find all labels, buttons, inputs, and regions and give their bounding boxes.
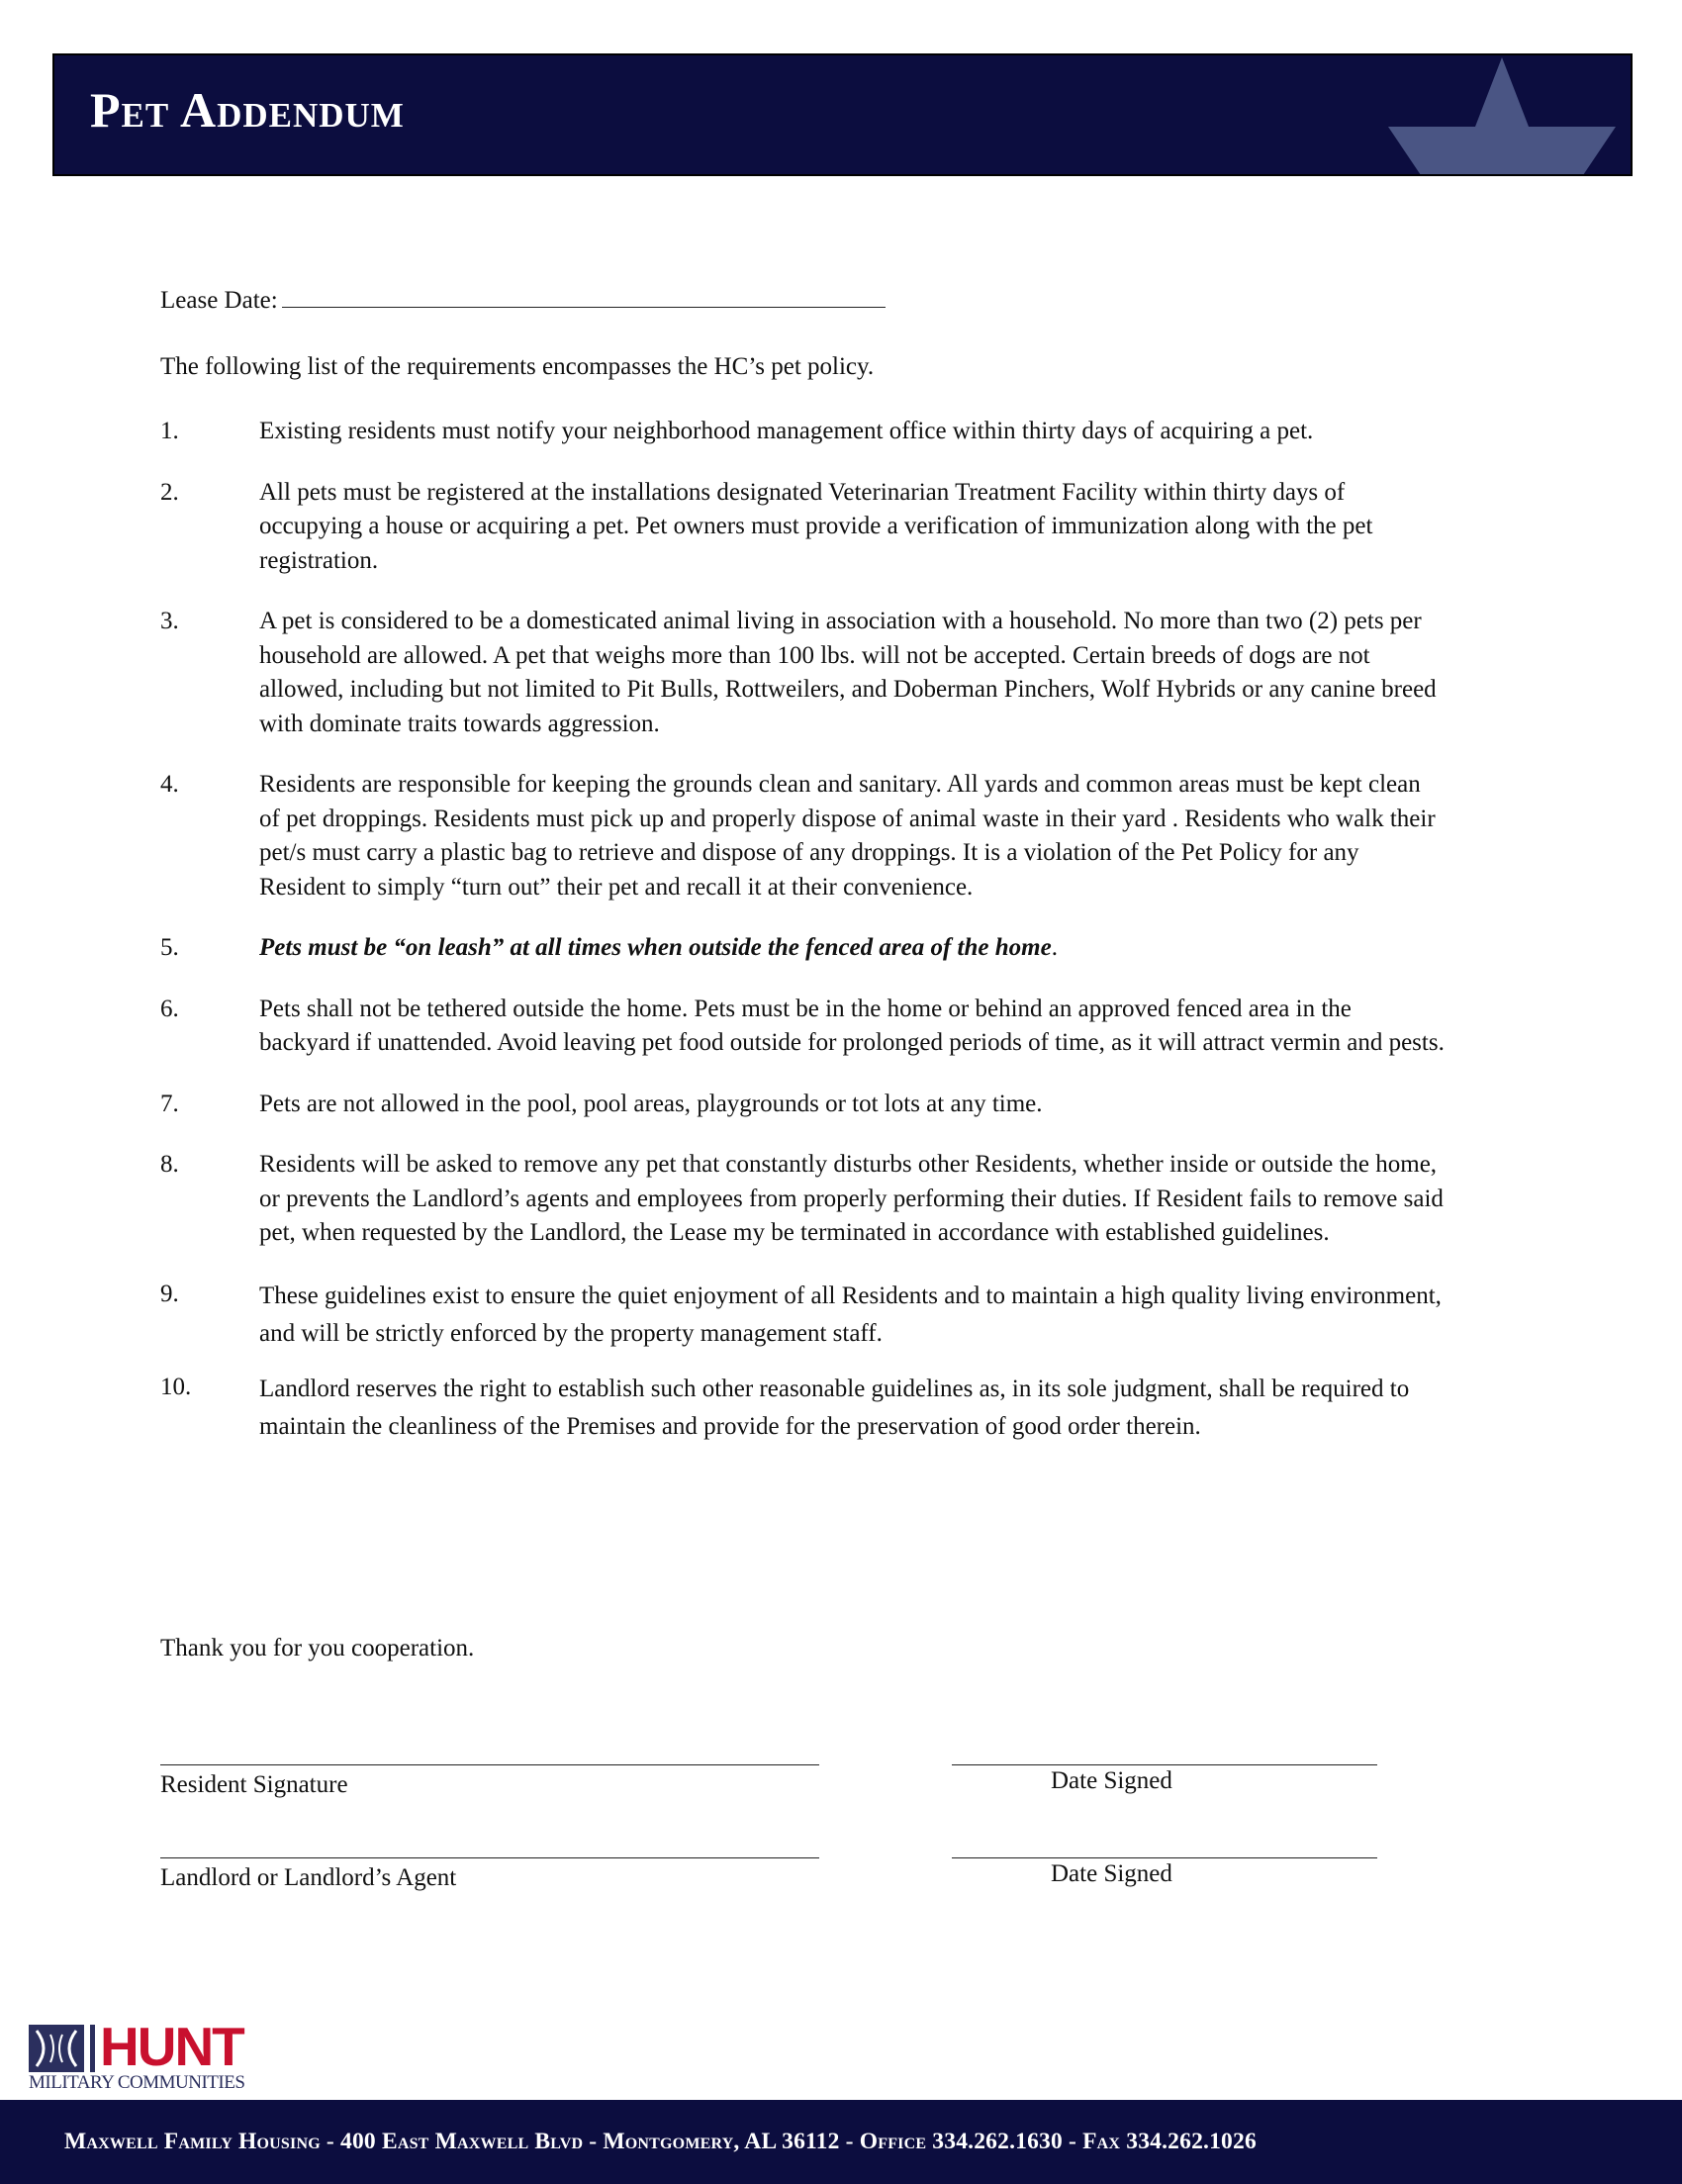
item-text: Residents will be asked to remove any pet that constantly disturbs other Residents, whether inside or outside the home, or prevents the Landlord’s agents and employees from properly performing their duties. If Resident fails to remove said pet, when requested by the Landlord, the Lease my be terminated in accordance with established guidelines. [259, 1151, 1444, 1246]
header-banner [52, 53, 1633, 176]
intro-paragraph: The following list of the requirements encompasses the HC’s pet policy. [160, 352, 875, 380]
footer-bar [0, 2100, 1682, 2184]
lease-date-row [160, 283, 1447, 319]
footer-address: Maxwell Family Housing - 400 East Maxwell Blvd - Montgomery, AL 36112 - Office 334.262.1630 - Fax 334.262.1026 [64, 2129, 1257, 2154]
item-number: 4. [160, 771, 179, 798]
date-signed-label-2: Date Signed [1051, 1860, 1172, 1887]
item-text: Residents are responsible for keeping the grounds clean and sanitary. All yards and common areas must be kept clean of pet droppings. Residents must pick up and properly dispose of animal waste in their yard . Residents who walk their pet/s must carry a plastic bag to retrieve and dispose of any droppings. It is a violation of the Pet Policy for any Resident to simply “turn out” their pet and recall it at their convenience. [259, 771, 1436, 901]
item-number: 7. [160, 1090, 179, 1117]
item-text: All pets must be registered at the installations designated Veterinarian Treatment Facility within thirty days of occupying a house or acquiring a pet. Pet owners must provide a verification of immunization along with the pet registration. [259, 478, 1373, 574]
item-number: 3. [160, 608, 179, 634]
item-text: Existing residents must notify your neighborhood management office within thirty days of acquiring a pet. [259, 418, 1314, 444]
list-item [160, 1278, 1447, 1353]
lease-date-label: Lease Date: [160, 287, 278, 314]
item-text: Pets shall not be tethered outside the home. Pets must be in the home or behind an approved fenced area in the backyard if unattended. Avoid leaving pet food outside for prolonged periods of time, as it will attract vermin and pests. [259, 995, 1445, 1056]
item-text: Landlord reserves the right to establish such other reasonable guidelines as, in its sole judgment, shall be required to maintain the cleanliness of the Premises and provide for the preservation of good order therein. [259, 1375, 1410, 1440]
resident-signature-line[interactable] [160, 1764, 819, 1765]
hunt-emblem-icon [29, 2025, 98, 2072]
list-item [160, 768, 1447, 904]
requirements-list [160, 415, 1447, 1446]
list-item [160, 931, 1447, 966]
landlord-signature-line[interactable] [160, 1857, 819, 1858]
item-text: A pet is considered to be a domesticated animal living in association with a household. No more than two (2) pets per household are allowed. A pet that weighs more than 100 lbs. will not be accepted. Certain breeds of dogs are not allowed, including but not limited to Pit Bulls, Rottweilers, and Doberman Pinchers, Wolf Hybrids or any canine breed with dominate traits towards aggression. [259, 608, 1437, 737]
item-number: 2. [160, 478, 179, 506]
item-number: 9. [160, 1280, 179, 1307]
star-icon [1373, 55, 1631, 176]
date-signed-line[interactable] [952, 1764, 1377, 1765]
list-item [160, 993, 1447, 1061]
list-item [160, 1371, 1447, 1446]
logo-subtitle: MILITARY COMMUNITIES [29, 2072, 245, 2093]
trailing-period: . [1051, 934, 1058, 961]
item-number: 10. [160, 1373, 192, 1400]
list-item [160, 476, 1447, 579]
item-number: 6. [160, 995, 179, 1022]
list-item [160, 1088, 1447, 1122]
closing-text: Thank you for you cooperation. [160, 1635, 475, 1662]
logo-wordmark: HUNT [100, 2016, 243, 2077]
date-signed-label: Date Signed [1051, 1767, 1172, 1794]
date-signed-line-2[interactable] [952, 1857, 1377, 1858]
lease-date-blank-line [282, 283, 886, 308]
list-item [160, 1148, 1447, 1251]
item-text: These guidelines exist to ensure the quiet enjoyment of all Residents and to maintain a high quality living environment, and will be strictly enforced by the property management staff. [259, 1282, 1442, 1347]
hunt-logo [29, 2016, 291, 2094]
resident-signature-label: Resident Signature [160, 1771, 348, 1798]
list-item [160, 415, 1447, 449]
item-number: 1. [160, 418, 179, 444]
item-text: Pets are not allowed in the pool, pool areas, playgrounds or tot lots at any time. [259, 1090, 1043, 1117]
item-number: 8. [160, 1151, 179, 1178]
landlord-signature-label: Landlord or Landlord’s Agent [160, 1864, 457, 1891]
leash-rule-emphasis: Pets must be “on leash” at all times when outside the fenced area of the home [259, 934, 1052, 961]
list-item [160, 605, 1447, 741]
page-title: Pet Addendum [90, 82, 405, 138]
document-body [160, 283, 1447, 1464]
item-text-wrapper [259, 931, 1447, 966]
item-number: 5. [160, 934, 179, 961]
